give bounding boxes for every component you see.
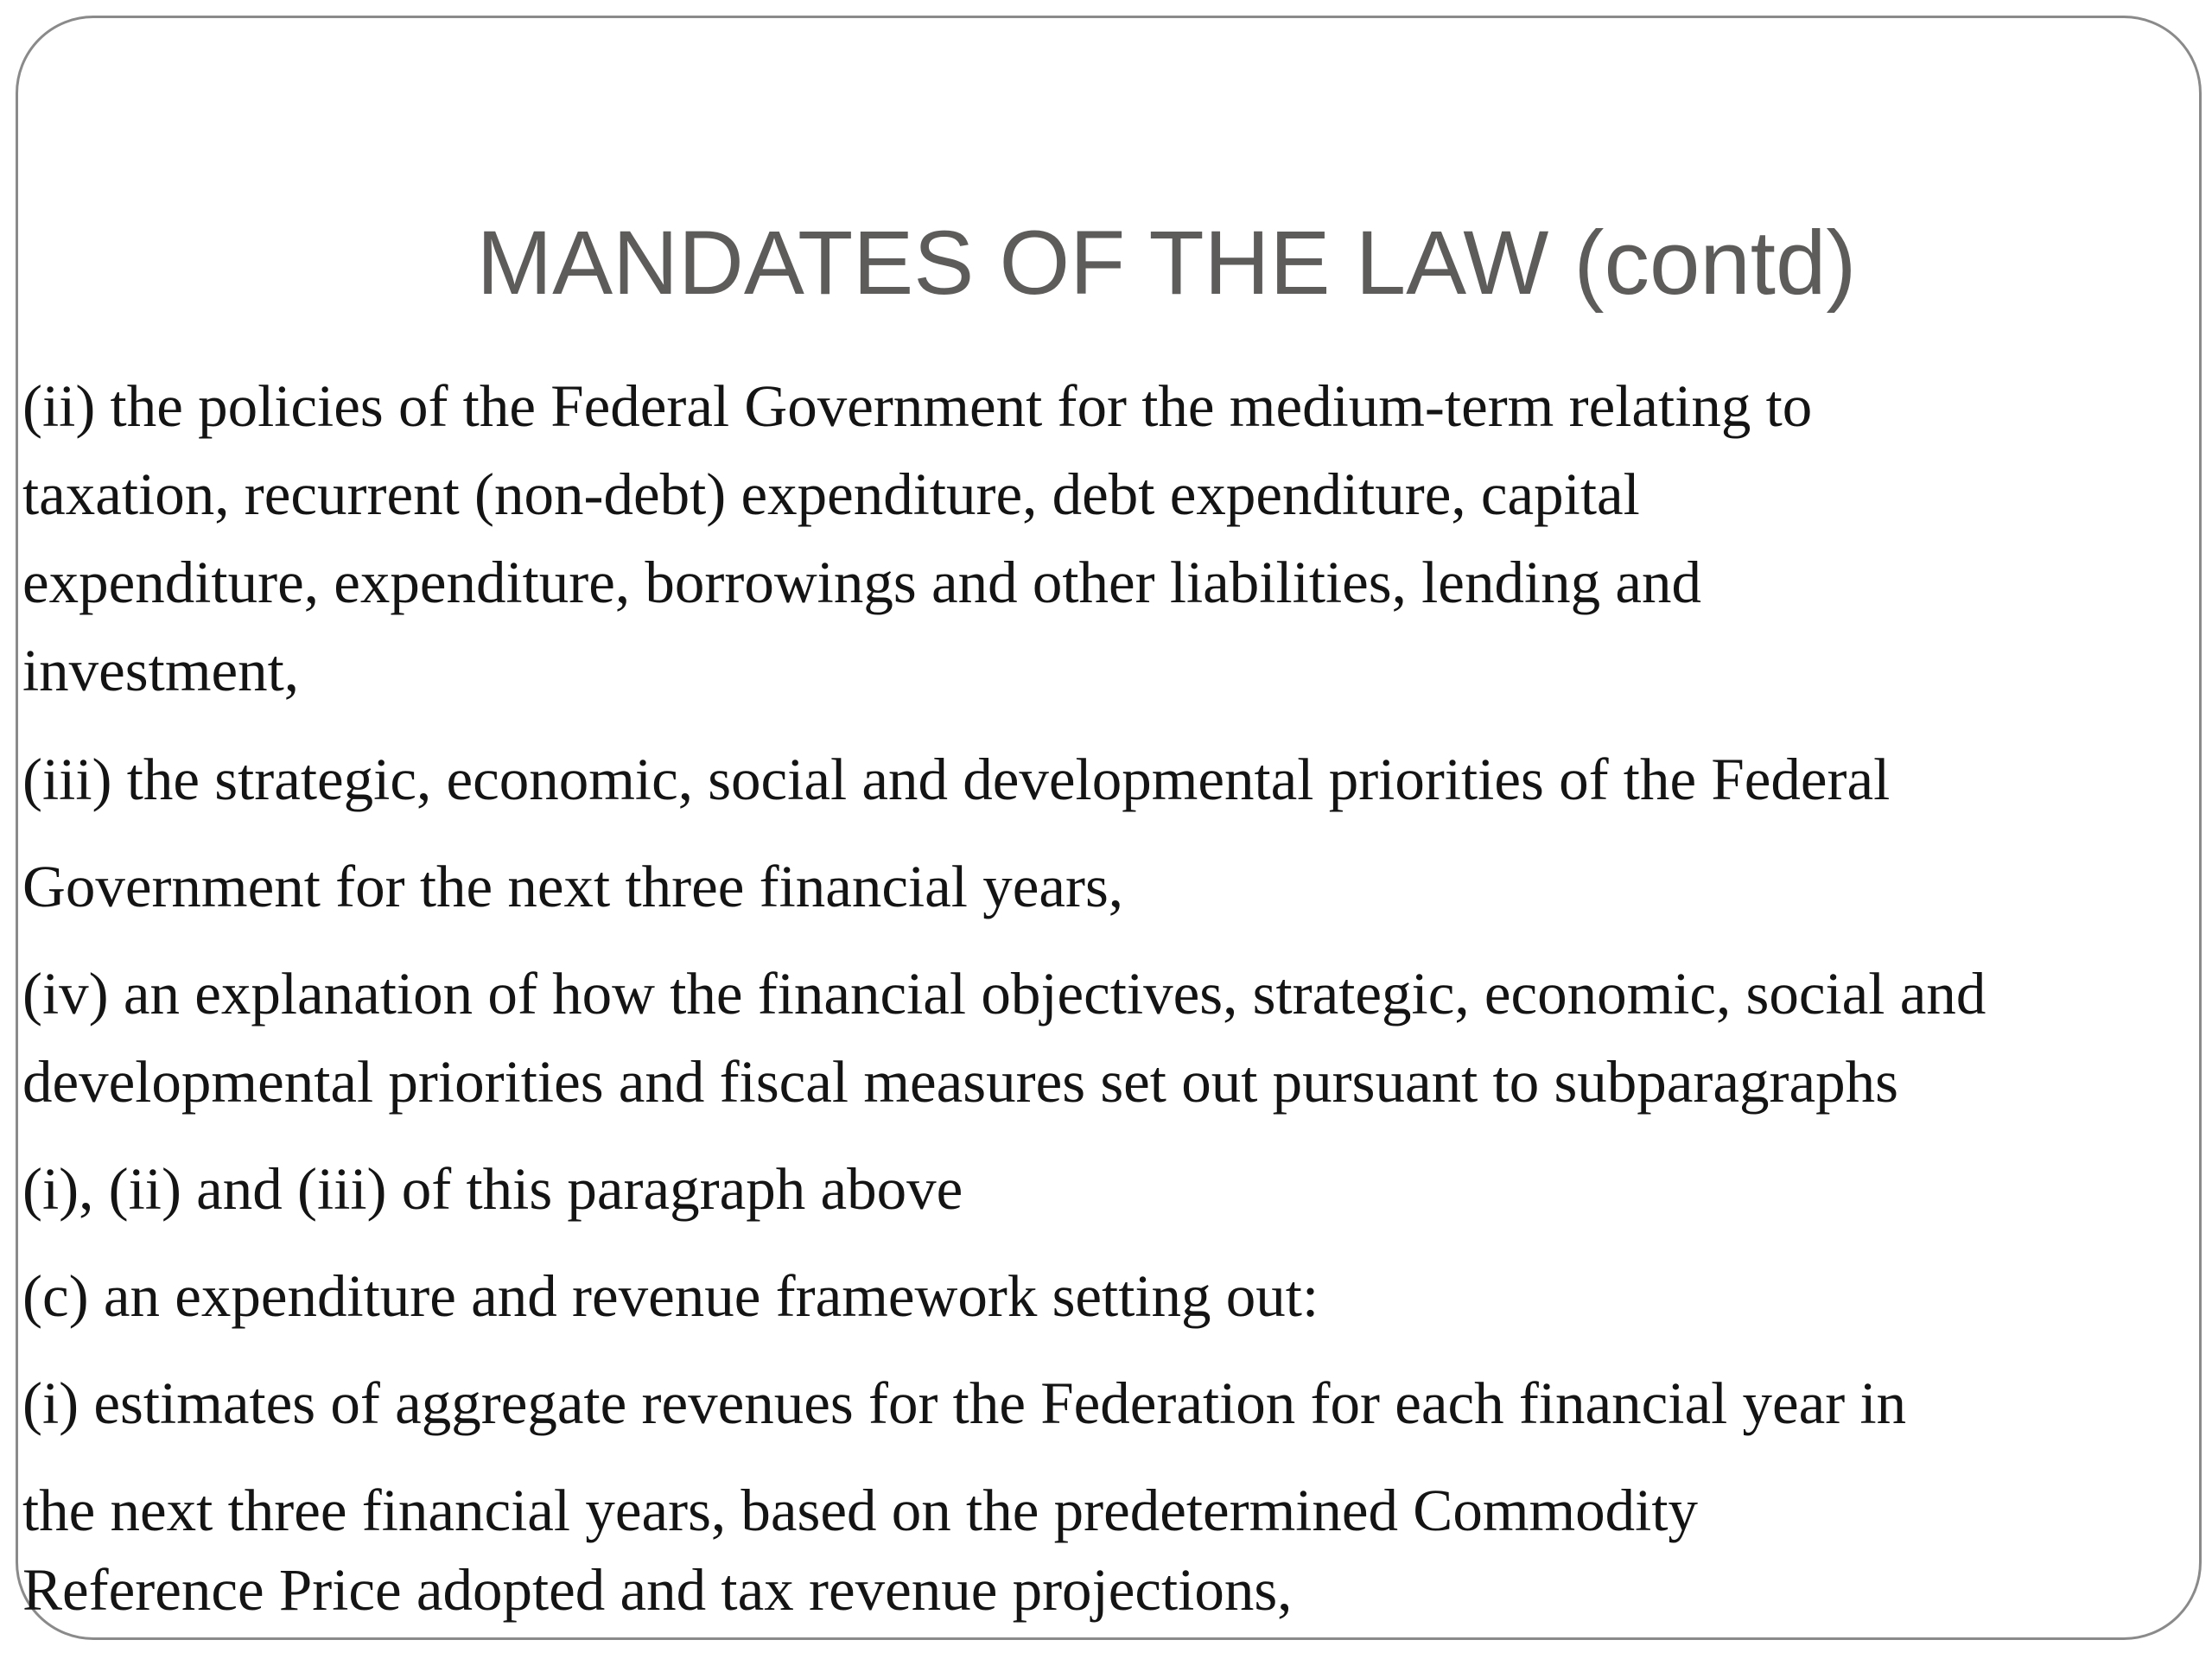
slide-title: MANDATES OF THE LAW (contd)	[476, 213, 1857, 314]
paragraph-i-line-2: the next three financial years, based on the predetermined Commodity	[22, 1478, 1699, 1543]
paragraph-i-line-3: Reference Price adopted and tax revenue projections,	[22, 1557, 1293, 1623]
paragraph-ii-line-3: expenditure, expenditure, borrowings and other liabilities, lending and	[22, 550, 1701, 615]
paragraph-iv-line-1: (iv) an explanation of how the financial objectives, strategic, economic, social and	[22, 961, 1986, 1027]
paragraph-c-line-1: (c) an expenditure and revenue framework setting out:	[22, 1263, 1319, 1329]
paragraph-iv-line-3: (i), (ii) and (iii) of this paragraph above	[22, 1156, 963, 1222]
paragraph-iii-line-1: (iii) the strategic, economic, social and developmental priorities of the Federal	[22, 747, 1891, 812]
paragraph-i-line-1: (i) estimates of aggregate revenues for the Federation for each financial year in	[22, 1370, 1907, 1436]
paragraph-iv-line-2: developmental priorities and fiscal measures set out pursuant to subparagraphs	[22, 1049, 1898, 1115]
paragraph-ii-line-1: (ii) the policies of the Federal Government for the medium-term relating to	[22, 373, 1813, 439]
paragraph-iii-line-2: Government for the next three financial years,	[22, 854, 1124, 919]
paragraph-ii-line-2: taxation, recurrent (non-debt) expenditure, debt expenditure, capital	[22, 461, 1640, 527]
paragraph-ii-line-4: investment,	[22, 638, 300, 703]
